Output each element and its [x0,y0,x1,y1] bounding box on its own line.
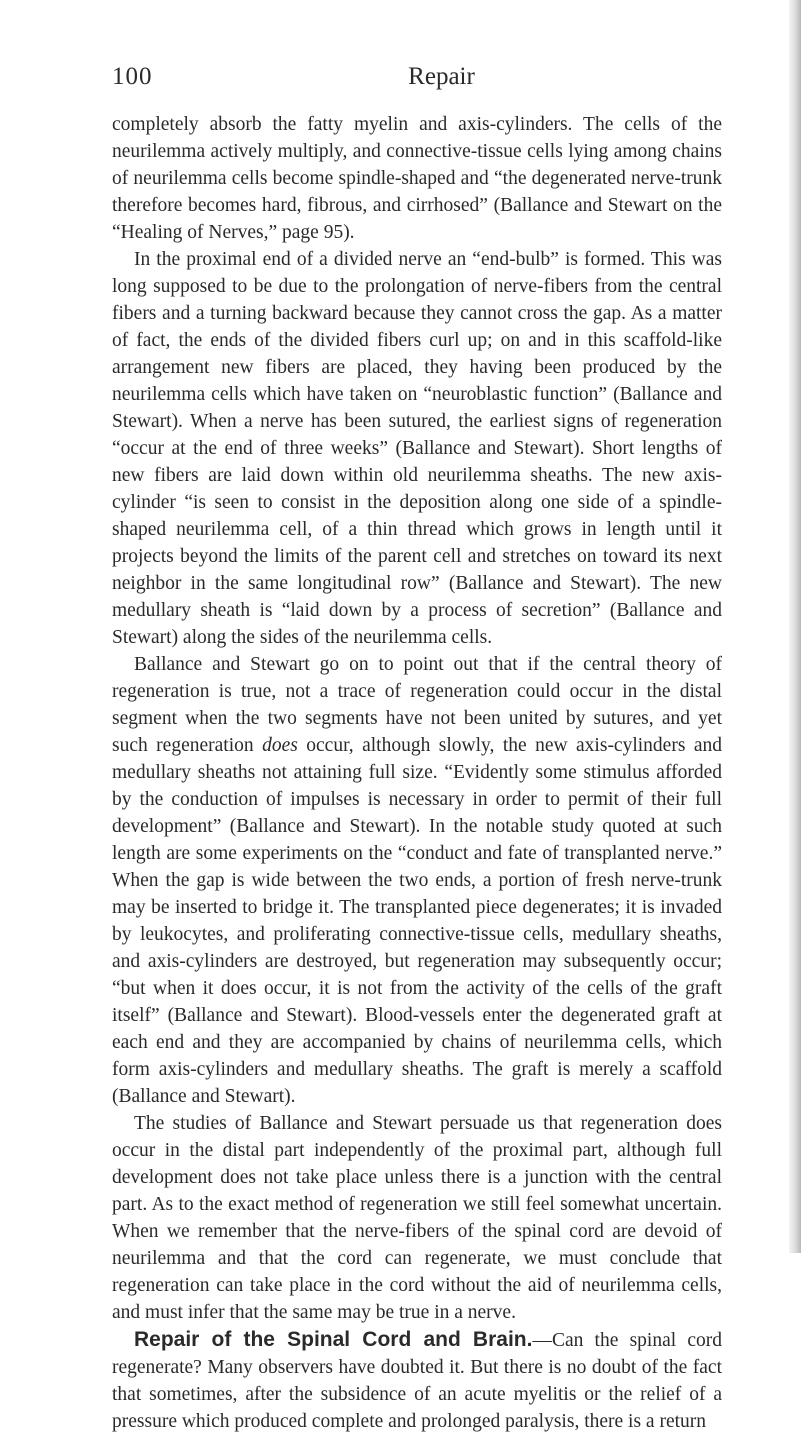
paragraph-3 [112,651,722,1110]
page-edge-shadow [789,0,801,1253]
paragraph-1-text: completely absorb the fatty myelin and axis-cylinders. The cells of the neurilemma actively multiply, and connective-tissue cells lying among chains of neurilemma cells become spindle-shaped and “the degenerated nerve-trunk therefore becomes hard, fibrous, and cirrhosed” (Ballance and Stewart on the “Healing of Nerves,” page 95). [112,114,722,243]
paragraph-2-text: In the proximal end of a divided nerve an “end-bulb” is formed. This was long supposed to be due to the prolongation of nerve-fibers from the central fibers and a turning backward because they cannot cross the gap. As a matter of fact, the ends of the divided fibers curl up; on and in this scaffold-like arrangement new fibers are placed, they having been produced by the neurilemma cells which have taken on “neuroblastic function” (Ballance and Stewart). When a nerve has been sutured, the earliest signs of regeneration “occur at the end of three weeks” (Ballance and Stewart). Short lengths of new fibers are laid down within old neurilemma sheaths. The new axis-cylinder “is seen to consist in the deposition along one side of a spindle-shaped neurilemma cell, of a thin thread which grows in length until it projects beyond the limits of the parent cell and stretches on toward its next neighbor in the same longitudinal row” (Ballance and Stewart). The new medullary sheath is “laid down by a process of secretion” (Ballance and Stewart) along the sides of the neurilemma cells. [112,249,722,648]
paragraph-4-text: The studies of Ballance and Stewart persuade us that regeneration does occur in the distal part independently of the proximal part, although full development does not take place unless there is a junction with the central part. As to the exact method of regeneration we still feel somewhat uncertain. When we remember that the nerve-fibers of the spinal cord are devoid of neurilemma and that the cord can regenerate, we must conclude that regeneration can take place in the cord without the aid of neurilemma cells, and must infer that the same may be true in a nerve. [112,1113,722,1323]
paragraph-5-text: —Can the spinal cord regenerate? Many observers have doubted it. But there is no doubt of the fact that sometimes, after the subsidence of an acute myelitis or the relief of a pressure which produced complete and prolonged paralysis, there is a return [112,1330,722,1432]
paragraph-3-text-b: occur, although slowly, the new axis-cylinders and medullary sheaths not attaining full size. “Evidently some stimulus afforded by the conduction of impulses is necessary in order to permit of their full development” (Ballance and Stewart). In the notable study quoted at such length are some experiments on the “conduct and fate of transplanted nerve.” When the gap is wide between the two ends, a portion of fresh nerve-trunk may be inserted to bridge it. The transplanted piece degenerates; it is invaded by leukocytes, and proliferating connective-tissue cells, medullary sheaths, and axis-cylinders are destroyed, but regeneration may subsequently occur; “but when it does occur, it is not from the activity of the cells of the graft itself” (Ballance and Stewart). Blood-vessels enter the degenerated graft at each end and they are accompanied by chains of neurilemma cells, which form axis-cylinders and medullary sheaths. The graft is merely a scaffold (Ballance and Stewart). [112,735,723,1107]
body-text [112,111,722,1435]
paragraph-3-text-a: Ballance and Stewart go on to point out that if the central theory of regeneration is true, not a trace of regeneration could occur in the distal segment when the two segments have not been united by sutures, and yet such regeneration [112,654,722,756]
paragraph-2 [112,246,722,651]
paragraph-4 [112,1110,722,1326]
running-title: Repair [408,63,475,90]
emphasis-does: does [262,735,298,756]
page-number: 100 [112,63,153,90]
paragraph-1 [112,111,722,246]
section-heading: Repair of the Spinal Cord and Brain. [134,1328,533,1351]
paragraph-5 [112,1326,722,1435]
